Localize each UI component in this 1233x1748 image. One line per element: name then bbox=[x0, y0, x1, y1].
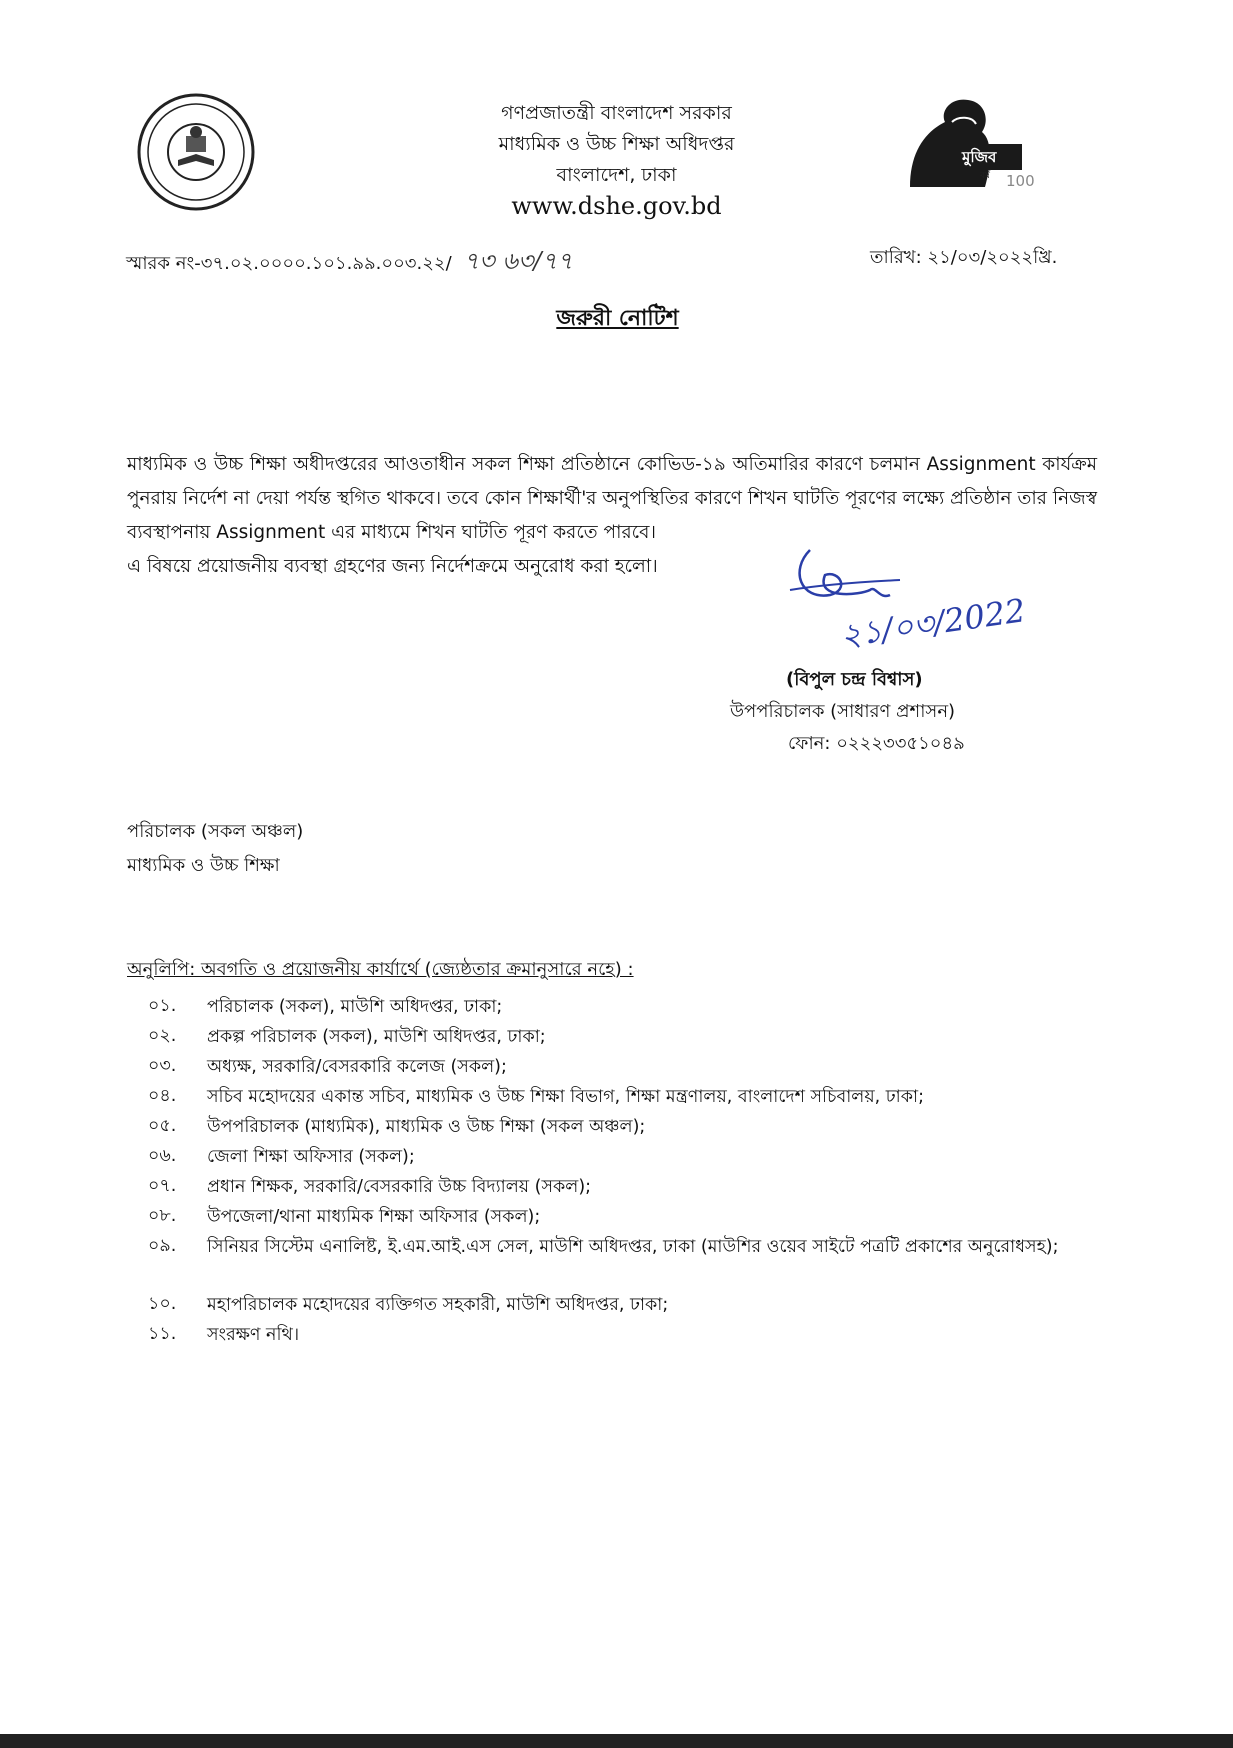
signature-date-handwritten: ২১/০৩/2022 bbox=[837, 591, 1028, 655]
header-website: www.dshe.gov.bd bbox=[511, 192, 722, 220]
notice-body-paragraph: মাধ্যমিক ও উচ্চ শিক্ষা অধীদপ্তরের আওতাধীন সকল শিক্ষা প্রতিষ্ঠানে কোভিড-১৯ অতিমারির কারণে চলমান Assignment কার্যক্রম পুনরায় নির্দেশ না দেয়া পর্যন্ত স্থগিত থাকবে। তবে কোন শিক্ষার্থী'র অনুপস্থিতির কারণে শিখন ঘাটতি পূরণের লক্ষ্যে প্রতিষ্ঠান তার নিজস্ব ব্যবস্থাপনায় Assignment এর মাধ্যমে শিখন ঘাটতি পূরণ করতে পারবে। bbox=[127, 454, 1097, 543]
memo-date-label: তারিখ: bbox=[870, 247, 922, 268]
signature-mark bbox=[780, 540, 1080, 660]
memo-date bbox=[870, 243, 1057, 274]
recipient-block bbox=[127, 815, 303, 883]
header-directorate: মাধ্যমিক ও উচ্চ শিক্ষা অধিদপ্তর bbox=[498, 133, 735, 155]
memo-date-value: ২১/০৩/২০২২খ্রি. bbox=[927, 247, 1058, 268]
header-government: গণপ্রজাতন্ত্রী বাংলাদেশ সরকার bbox=[501, 102, 732, 124]
scan-edge bbox=[0, 1734, 1233, 1748]
recipient-title: পরিচালক (সকল অঞ্চল) bbox=[127, 821, 304, 842]
signatory-designation: উপপরিচালক (সাধারণ প্রশাসন) bbox=[730, 701, 956, 722]
notice-request-paragraph: এ বিষয়ে প্রয়োজনীয় ব্যবস্থা গ্রহণের জন্য নির্দেশক্রমে অনুরোধ করা হলো। bbox=[127, 556, 658, 577]
mujib-logo-sub: বর্ষ bbox=[980, 171, 990, 181]
memo-reference bbox=[126, 243, 573, 283]
signatory-phone: ফোন: ০২২২৩৩৫১০৪৯ bbox=[788, 733, 965, 754]
signatory-name: (বিপুল চন্দ্র বিশ্বাস) bbox=[786, 669, 923, 690]
memo-reference-handwritten: ৭৩ ৬৩/৭৭ bbox=[463, 247, 573, 275]
mujib-logo-year: 100 bbox=[1006, 172, 1035, 190]
copy-heading: অনুলিপি: অবগতি ও প্রয়োজনীয় কার্যার্থে (জ্যেষ্ঠতার ক্রমানুসারে নহে) : bbox=[127, 959, 634, 980]
notice-title: জরুরী নোটিশ bbox=[556, 306, 679, 331]
header-location: বাংলাদেশ, ঢাকা bbox=[556, 164, 677, 186]
dshe-seal-logo bbox=[136, 92, 256, 212]
memo-reference-number: স্মারক নং-৩৭.০২.০০০০.১০১.৯৯.০০৩.২২/ bbox=[126, 253, 452, 274]
mujib-100-logo bbox=[900, 92, 1035, 192]
recipient-office: মাধ্যমিক ও উচ্চ শিক্ষা bbox=[127, 855, 280, 876]
mujib-logo-text: মুজিব bbox=[962, 148, 997, 166]
